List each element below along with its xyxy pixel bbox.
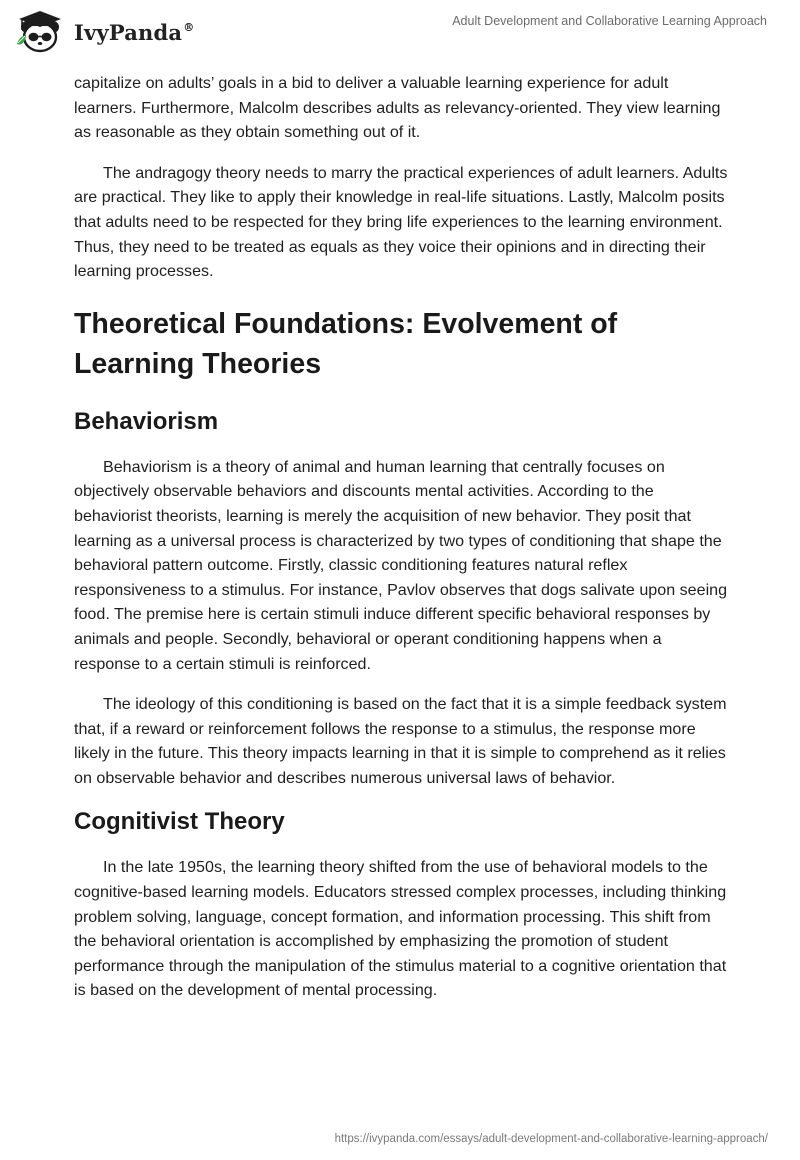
document-title: Adult Development and Collaborative Learning Approach (452, 14, 767, 28)
page-header (0, 0, 800, 64)
paragraph: capitalize on adults’ goals in a bid to deliver a valuable learning experience for adult learners. Furthermore, Malcolm describes adults as relevancy-oriented. They view learning as reasonable as they obtain something out of it. (74, 74, 721, 142)
source-url-link[interactable]: https://ivypanda.com/essays/adult-development-and-collaborative-learning-approach/ (334, 1133, 768, 1145)
paragraph: In the late 1950s, the learning theory shifted from the use of behavioral models to the cognitive-based learning models. Educators stressed complex processes, including thinking problem solving, language, concept formation, and information processing. This shift from the behavioral orientation is accomplished by emphasizing the promotion of student performance through the manipulation of the stimulus material to a cognitive orientation that is based on the development of mental processing. (74, 858, 727, 1000)
panda-graduate-icon (14, 8, 66, 56)
subsection-heading: Behaviorism (74, 407, 219, 435)
paragraph: Behaviorism is a theory of animal and human learning that centrally focuses on objectively observable behaviors and discounts mental activities. According to the behaviorist theorists, learning is merely the acquisition of new behavior. They posit that learning as a universal process is characterized by two types of conditioning that shape the behavioral pattern outcome. Firstly, classic conditioning features natural reflex responsiveness to a stimulus. For instance, Pavlov observes that dogs salivate upon seeing food. The premise here is certain stimuli induce different specific behavioral responses by animals and people. Secondly, behavioral or operant conditioning happens when a response to a certain stimuli is reinforced. (74, 457, 728, 673)
registered-mark: ® (183, 20, 195, 34)
brand-name: IvyPanda® (74, 19, 195, 45)
subsection-heading: Cognitivist Theory (74, 808, 285, 836)
ivypanda-logo[interactable] (14, 8, 194, 56)
essay-body (74, 71, 728, 1019)
paragraph: The ideology of this conditioning is based on the fact that it is a simple feedback system that, if a reward or reinforcement follows the response to a stimulus, the response more likely in the future. This theory impacts learning in that it is simple to comprehend as it relies on observable behavior and describes numerous universal laws of behavior. (74, 695, 727, 787)
paragraph: The andragogy theory needs to marry the practical experiences of adult learners. Adults are practical. They like to apply their knowledge in real-life situations. Lastly, Malcolm posits that adults need to be respected for they bring life experiences to the learning environment. Thus, they need to be treated as equals as they voice their opinions and in directing their learning processes. (74, 163, 728, 281)
section-heading: Theoretical Foundations: Evolvement of Learning Theories (74, 307, 618, 380)
